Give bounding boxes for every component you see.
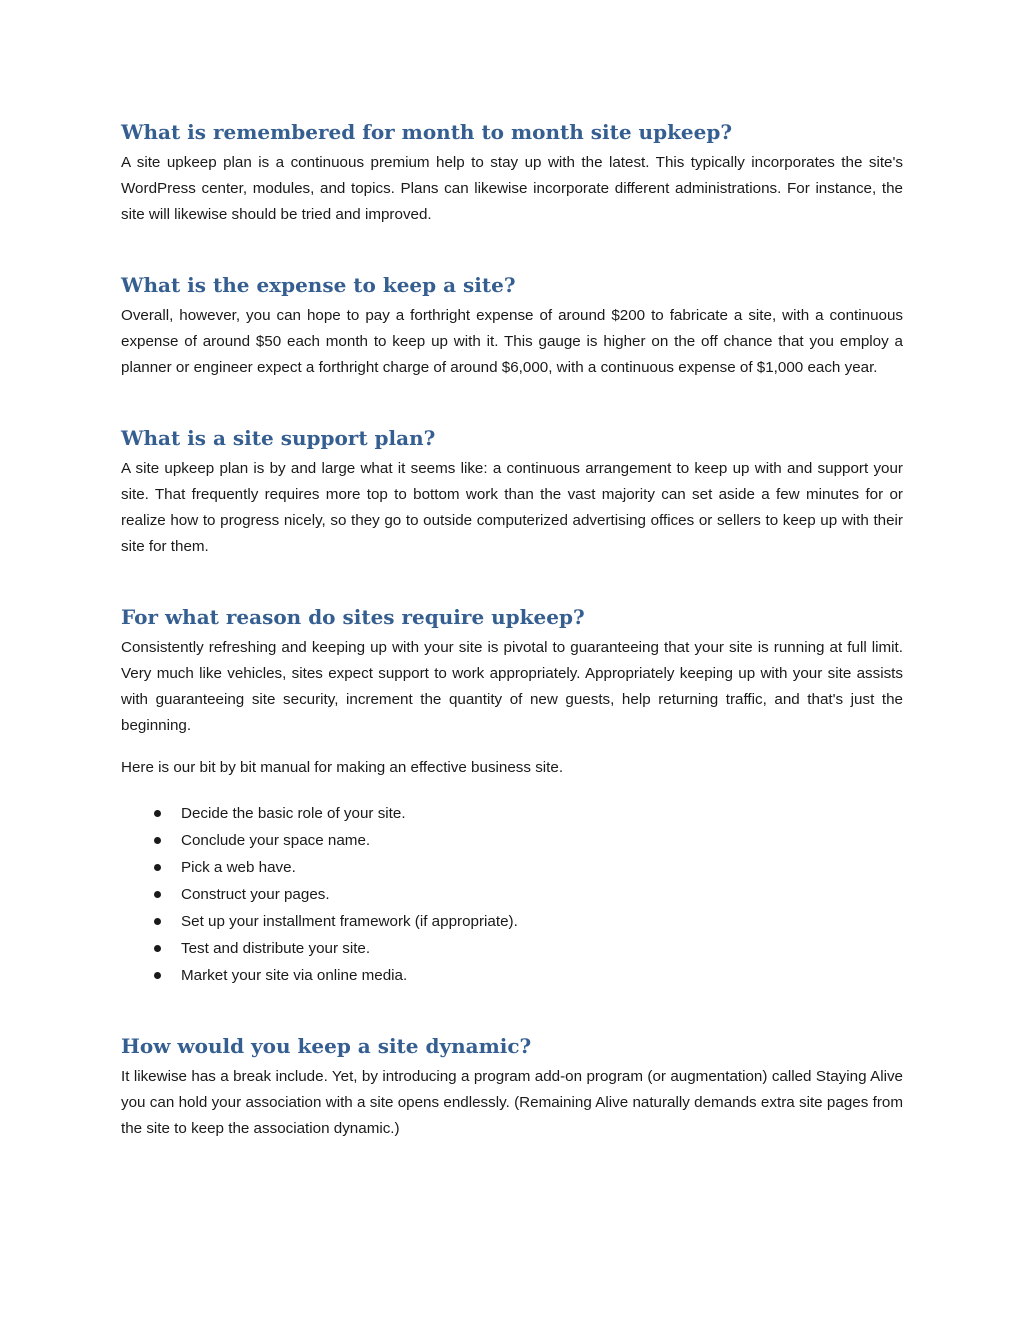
list-item [121, 935, 903, 962]
bullet-icon [154, 972, 161, 979]
list-item [121, 962, 903, 989]
list-item [121, 908, 903, 935]
section-heading: For what reason do sites require upkeep? [121, 605, 585, 629]
bullet-icon [154, 945, 161, 952]
section-body: A site upkeep plan is by and large what it seems like: a continuous arrangement to keep up with and support your site. That frequently requires more top to bottom work than the vast majority can set aside a few minutes for or realize how to progress nicely, so they go to outside computerized advertising offices or sellers to keep up with their site for them. [121, 460, 903, 555]
steps-list [121, 800, 903, 989]
list-item-text: Market your site via online media. [181, 967, 408, 984]
section-body: Overall, however, you can hope to pay a forthright expense of around $200 to fabricate a site, with a continuous expense of around $50 each month to keep up with it. This gauge is higher on the off chance that you employ a planner or engineer expect a forthright charge of around $6,000, with a continuous expense of $1,000 each year. [121, 307, 903, 376]
bullet-icon [154, 810, 161, 817]
list-item [121, 827, 903, 854]
section-monthly-upkeep [121, 118, 903, 228]
section-intro-text: Here is our bit by bit manual for making an effective business site. [121, 759, 564, 776]
list-item-text: Test and distribute your site. [181, 940, 371, 957]
bullet-icon [154, 891, 161, 898]
section-expense [121, 271, 903, 381]
bullet-icon [154, 837, 161, 844]
bullet-icon [154, 864, 161, 871]
list-item [121, 854, 903, 881]
section-why-upkeep [121, 603, 903, 989]
list-item-text: Construct your pages. [181, 886, 330, 903]
section-body: A site upkeep plan is a continuous premium help to stay up with the latest. This typically incorporates the site's WordPress center, modules, and topics. Plans can likewise incorporate different administrations. For instance, the site will likewise should be tried and improved. [121, 154, 903, 223]
section-heading: What is remembered for month to month site upkeep? [121, 120, 733, 144]
section-heading: What is a site support plan? [121, 426, 436, 450]
section-heading: How would you keep a site dynamic? [121, 1034, 532, 1058]
section-body: It likewise has a break include. Yet, by introducing a program add-on program (or augmentation) called Staying Alive you can hold your association with a site opens endlessly. (Remaining Alive naturally demands extra site pages from the site to keep the association dynamic.) [121, 1068, 903, 1137]
section-body: Consistently refreshing and keeping up with your site is pivotal to guaranteeing that your site is running at full limit. Very much like vehicles, sites expect support to work appropriately. Appropriately keeping up with your site assists with guaranteeing site security, increment the quantity of new guests, help returning traffic, and that's just the beginning. [121, 639, 903, 734]
section-heading: What is the expense to keep a site? [121, 273, 516, 297]
list-item-text: Set up your installment framework (if appropriate). [181, 913, 518, 930]
list-item-text: Pick a web have. [181, 859, 296, 876]
bullet-icon [154, 918, 161, 925]
list-item-text: Decide the basic role of your site. [181, 805, 406, 822]
list-item-text: Conclude your space name. [181, 832, 371, 849]
section-keep-dynamic [121, 1032, 903, 1142]
section-support-plan [121, 424, 903, 560]
list-item [121, 881, 903, 908]
list-item [121, 800, 903, 827]
document-page [121, 118, 903, 1185]
